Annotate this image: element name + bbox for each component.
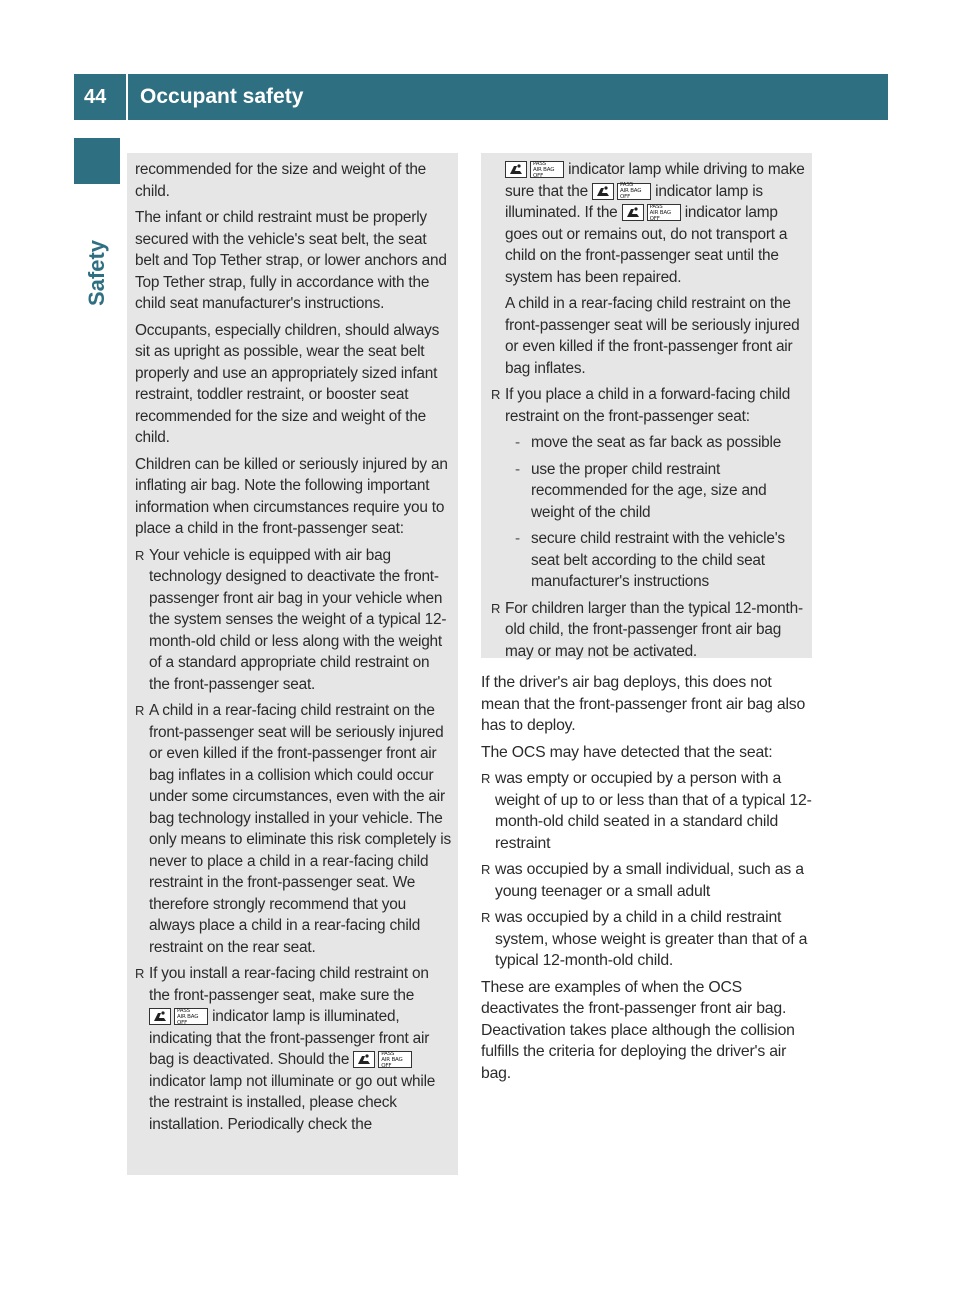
bullet-item: R Your vehicle is equipped with air bag technology designed to deactivate the front-passenger front air bag in your vehicle when the system senses the weight of a typical 12-month-old child or less along with the weight of a standard appropriate child restraint on the front-passenger seat. [135, 545, 452, 696]
bullet-item: R A child in a rear-facing child restraint on the front-passenger seat will be seriously injured or even killed if the front-passenger front air bag inflates in a collision which could occur under some circumstances, even with the air bag technology installed in your vehicle. The only means to eliminate this risk completely is never to place a child in a rear-facing child restraint in the front-passenger seat. We therefore strongly recommend that you always place a child in a rear-facing child restraint on the rear seat. [135, 700, 452, 958]
child-seat-icon [592, 183, 614, 200]
pass-air-bag-off-icon: PASS AIR BAG OFF [530, 161, 564, 178]
bullet-item: R was occupied by a child in a child restraint system, whose weight is greater than that of a typical 12-month-old child. [481, 907, 814, 972]
page-number: 44 [84, 85, 107, 108]
pass-air-bag-off-icon: PASS AIR BAG OFF [174, 1008, 208, 1025]
bullet-item: R If you install a rear-facing child restraint on the front-passenger seat, make sure the PASS AIR BAG OFF indicator lamp is illuminated, indicating that the front-passenger front air bag is deactivated. Should the PASS AIR BAG OFF indicator lamp not illuminate or go out while the restraint is installed, please check installation. Periodically check the [135, 963, 452, 1135]
page-header [74, 74, 888, 120]
child-seat-icon [505, 161, 527, 178]
pass-air-bag-off-icon: PASS AIR BAG OFF [647, 204, 681, 221]
paragraph: Occupants, especially children, should always sit as upright as possible, wear the seat belt properly and use an appropriately sized infant restraint, toddler restraint, or booster seat recommended for the size and weight of the child. [135, 321, 440, 446]
warning-box-left [127, 153, 458, 1175]
paragraph: recommended for the size and weight of the child. [135, 161, 427, 200]
air-bag-off-indicator [353, 1051, 412, 1068]
bullet-item: R If you place a child in a forward-facing child restraint on the front-passenger seat: [491, 384, 806, 427]
paragraph: Children can be killed or seriously injured by an inflating air bag. Note the following important information when circumstances require you to place a child in the front-passenger seat: [135, 455, 448, 537]
air-bag-off-indicator [622, 204, 681, 221]
dash-item: - use the proper child restraint recommended for the age, size and weight of the child [491, 459, 806, 524]
air-bag-off-indicator [505, 161, 564, 178]
air-bag-off-indicator [592, 183, 651, 200]
side-tab-block [74, 138, 120, 184]
paragraph: The infant or child restraint must be properly secured with the vehicle's seat belt, the seat belt and Top Tether strap, or lower anchors and Top Tether strap, fully in accordance with the child seat manufacturer's instructions. [135, 209, 447, 312]
pass-air-bag-off-icon: PASS AIR BAG OFF [378, 1051, 412, 1068]
bullet-item: R was occupied by a small individual, such as a young teenager or a small adult [481, 859, 814, 902]
body-text [481, 672, 814, 1089]
side-tab-label [74, 200, 120, 350]
dash-item: - secure child restraint with the vehicle's seat belt according to the child seat manufacturer's instructions [491, 528, 806, 593]
paragraph: If the driver's air bag deploys, this does not mean that the front-passenger front air bag also has to deploy. [481, 674, 806, 734]
bullet-item: R was empty or occupied by a person with a weight of up to or less than that of a typical 12-month-old child seated in a standard child restraint [481, 768, 814, 854]
child-seat-icon [622, 204, 644, 221]
paragraph: A child in a rear-facing child restraint on the front-passenger seat will be seriously injured or even killed if the front-passenger front air bag inflates. [505, 295, 800, 377]
bullet-item: R For children larger than the typical 12-month-old child, the front-passenger front air bag may or may not be activated. [491, 598, 806, 663]
pass-air-bag-off-icon: PASS AIR BAG OFF [617, 183, 651, 200]
side-label-text: Safety [84, 239, 110, 307]
paragraph: These are examples of when the OCS deactivates the front-passenger front air bag. Deactivation takes place although the collision fulfills the criteria for deploying the driver's air bag. [481, 978, 795, 1082]
paragraph: PASS AIR BAG OFF indicator lamp while driving to make sure that the PASS AIR BAG OFF indicator lamp is illuminated. If the PASS AIR BAG OFF indicator lamp goes out or remains out, do not transport a child on the front-passenger seat until the system has been repaired. [505, 160, 805, 286]
child-seat-icon [149, 1008, 171, 1025]
dash-item: - move the seat as far back as possible [491, 432, 806, 454]
child-seat-icon [353, 1051, 375, 1068]
section-title: Occupant safety [140, 85, 304, 108]
paragraph: The OCS may have detected that the seat: [481, 743, 773, 761]
warning-box-right [481, 153, 812, 658]
air-bag-off-indicator [149, 1008, 208, 1025]
